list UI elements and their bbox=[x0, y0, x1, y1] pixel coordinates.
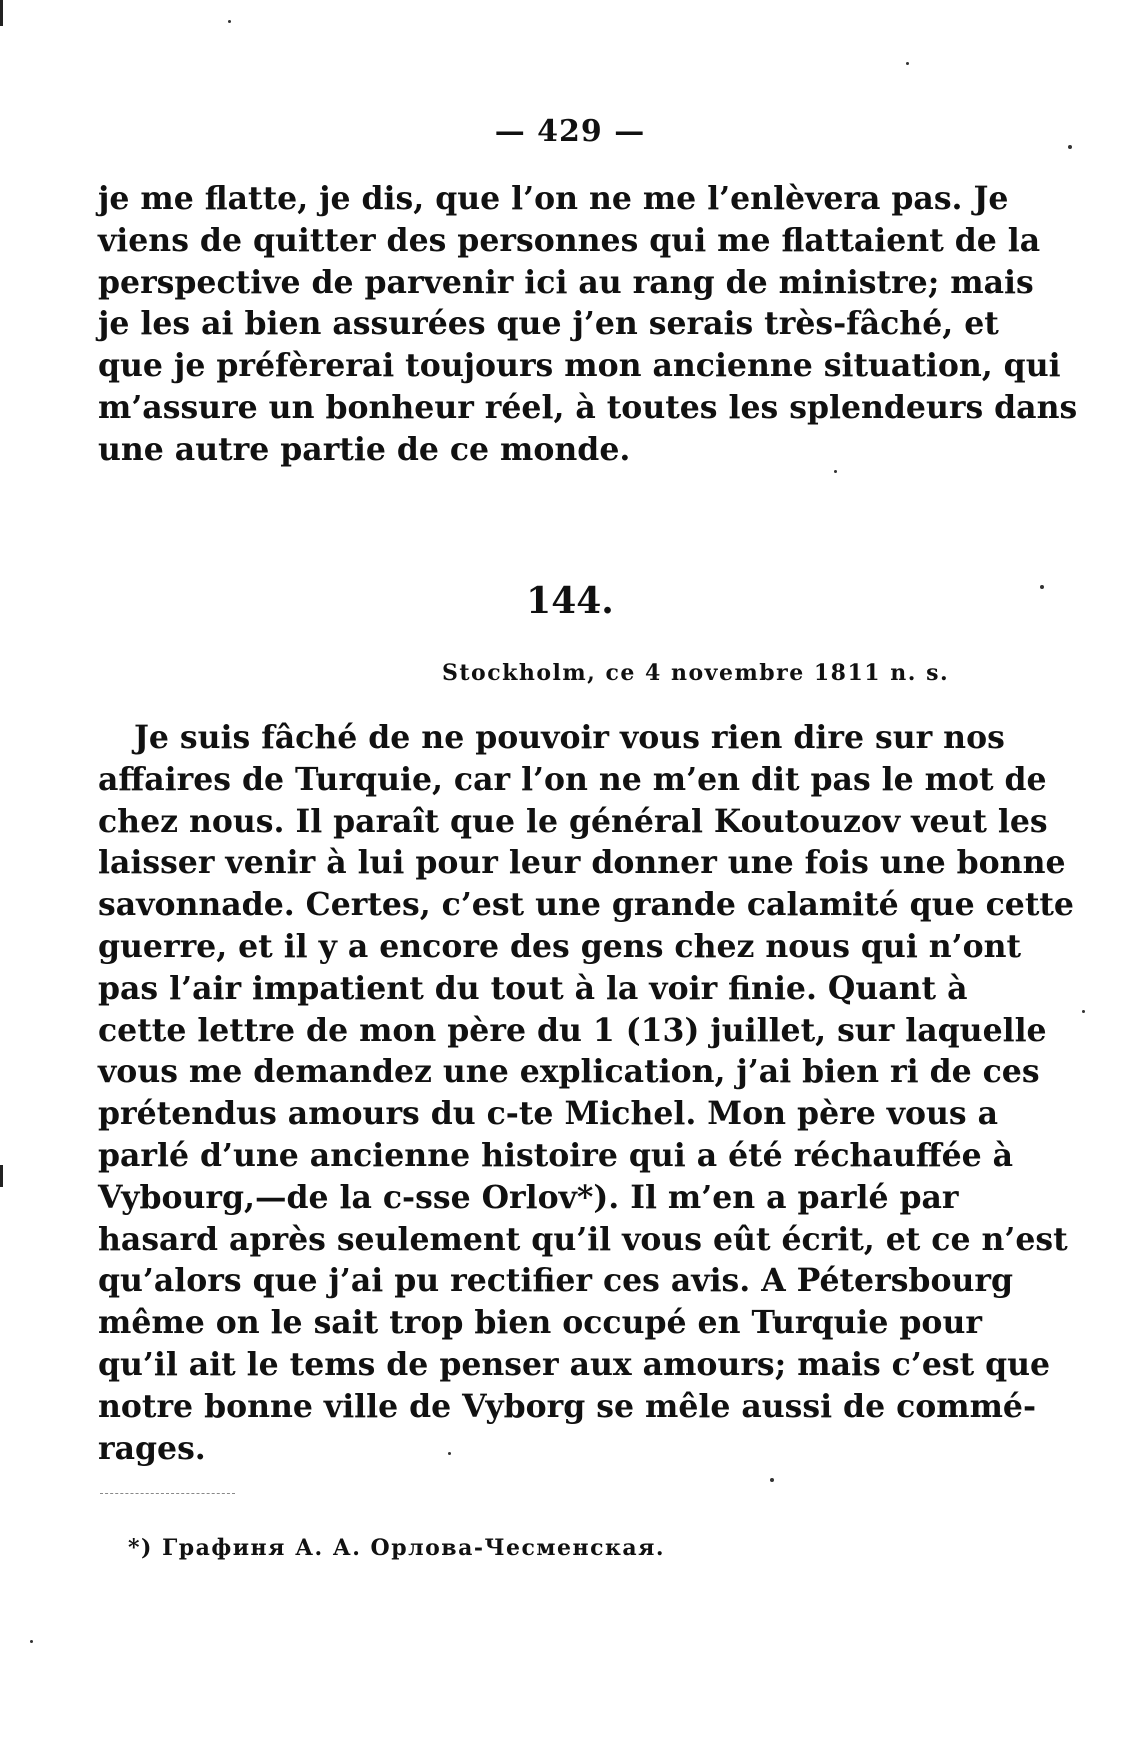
text-line: même on le sait trop bien occupé en Turquie pour bbox=[98, 1304, 982, 1342]
scan-speck bbox=[30, 1640, 33, 1643]
text-line: cette lettre de mon père du 1 (13) juillet, sur laquelle bbox=[98, 1011, 1047, 1049]
text-line: je me flatte, je dis, que l’on ne me l’enlèvera pas. Je bbox=[98, 180, 1009, 217]
text-line: je les ai bien assurées que j’en serais très-fâché, et bbox=[98, 305, 999, 343]
scan-speck bbox=[228, 20, 231, 23]
scan-speck bbox=[1068, 145, 1072, 149]
letter-number: 144. bbox=[526, 580, 614, 622]
text-line: rages. bbox=[98, 1429, 206, 1467]
text-line: laisser venir à lui pour leur donner une fois une bonne bbox=[98, 844, 1066, 882]
text-line: savonnade. Certes, c’est une grande calamité que cette bbox=[98, 886, 1074, 924]
text-line: une autre partie de ce monde. bbox=[98, 430, 631, 468]
text-line: Vybourg,—de la c-sse Orlov*). Il m’en a parlé par bbox=[98, 1178, 959, 1216]
page-number: — 429 — bbox=[494, 114, 646, 149]
scan-speck bbox=[770, 1478, 774, 1482]
footnote-divider bbox=[100, 1493, 235, 1494]
text-line: affaires de Turquie, car l’on ne m’en dit pas le mot de bbox=[98, 760, 1047, 798]
paragraph-continued bbox=[98, 178, 1078, 471]
text-line: vous me demandez une explication, j’ai bien ri de ces bbox=[98, 1053, 1040, 1091]
scan-speck bbox=[834, 470, 837, 473]
scan-edge-mark bbox=[0, 0, 3, 26]
text-line: pas l’air impatient du tout à la voir finie. Quant à bbox=[98, 969, 968, 1007]
scan-edge-mark bbox=[0, 1165, 3, 1187]
text-line: viens de quitter des personnes qui me flattaient de la bbox=[98, 221, 1041, 259]
letter-body bbox=[98, 717, 1074, 1469]
text-line: chez nous. Il paraît que le général Koutouzov veut les bbox=[98, 802, 1048, 840]
text-line: guerre, et il y a encore des gens chez nous qui n’ont bbox=[98, 927, 1022, 965]
text-line: m’assure un bonheur réel, à toutes les splendeurs dans bbox=[98, 388, 1078, 426]
scan-speck bbox=[906, 62, 909, 65]
text-line: prétendus amours du c-te Michel. Mon père vous a bbox=[98, 1095, 999, 1133]
dateline: Stockholm, ce 4 novembre 1811 n. s. bbox=[442, 660, 950, 686]
scan-speck bbox=[1082, 1010, 1085, 1013]
text-line: parlé d’une ancienne histoire qui a été réchauffée à bbox=[98, 1136, 1014, 1174]
text-line: que je préfèrerai toujours mon ancienne situation, qui bbox=[98, 347, 1061, 385]
text-line: qu’alors que j’ai pu rectifier ces avis. A Pétersbourg bbox=[98, 1262, 1013, 1300]
text-line: Je suis fâché de ne pouvoir vous rien dire sur nos bbox=[134, 719, 1005, 756]
text-line: notre bonne ville de Vyborg se mêle aussi de commé- bbox=[98, 1387, 1037, 1425]
footnote: *) Графиня А. А. Орлова-Чесменская. bbox=[128, 1535, 666, 1561]
text-line: hasard après seulement qu’il vous eût écrit, et ce n’est bbox=[98, 1220, 1068, 1258]
text-line: perspective de parvenir ici au rang de ministre; mais bbox=[98, 263, 1034, 301]
scan-speck bbox=[1040, 585, 1044, 589]
text-line: qu’il ait le tems de penser aux amours; mais c’est que bbox=[98, 1345, 1051, 1383]
scan-speck bbox=[448, 1452, 451, 1455]
